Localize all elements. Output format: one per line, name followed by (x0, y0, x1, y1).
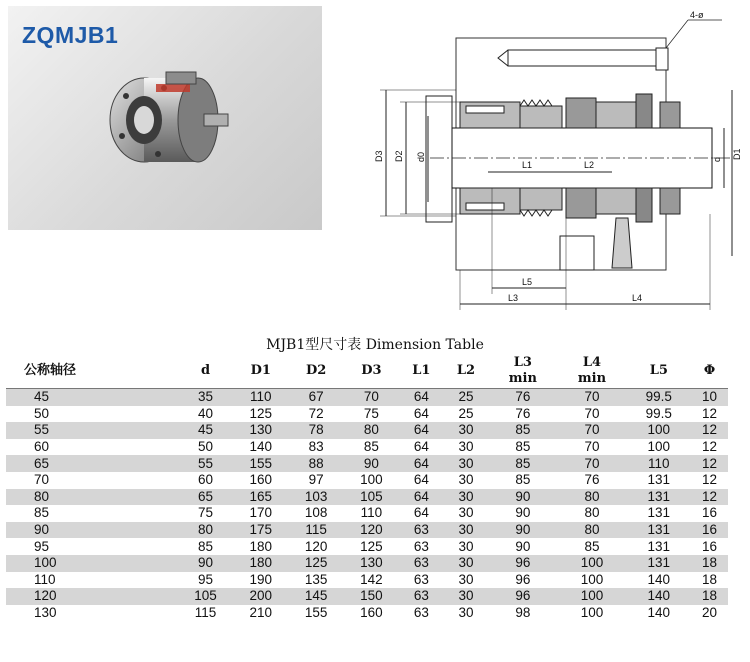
table-cell: 40 (178, 406, 233, 423)
table-cell: 72 (288, 406, 343, 423)
table-cell: 131 (627, 505, 692, 522)
label-L5: L5 (522, 277, 533, 287)
table-cell: 10 (691, 389, 728, 406)
table-cell: 85 (488, 455, 557, 472)
table-cell: 30 (444, 422, 489, 439)
table-cell: 115 (178, 605, 233, 622)
table-cell: 12 (691, 406, 728, 423)
table-cell: 60 (6, 439, 178, 456)
table-cell: 190 (233, 572, 288, 589)
table-cell: 90 (488, 538, 557, 555)
table-cell: 67 (288, 389, 343, 406)
table-cell: 64 (399, 505, 444, 522)
table-cell: 80 (557, 489, 626, 506)
label-D1: D1 (732, 148, 742, 160)
table-cell: 30 (444, 538, 489, 555)
table-cell: 70 (557, 406, 626, 423)
table-cell: 30 (444, 455, 489, 472)
header-cell: d (200, 363, 211, 378)
table-cell: 63 (399, 538, 444, 555)
table-cell: 70 (557, 439, 626, 456)
table-row (6, 472, 728, 489)
table-cell: 96 (488, 588, 557, 605)
table-cell: 110 (344, 505, 399, 522)
table-cell: 140 (233, 439, 288, 456)
table-cell: 175 (233, 522, 288, 539)
table-cell: 55 (6, 422, 178, 439)
table-cell: 180 (233, 538, 288, 555)
table-cell: 80 (344, 422, 399, 439)
header-cell: D3 (361, 363, 382, 378)
table-cell: 105 (178, 588, 233, 605)
table-cell: 30 (444, 555, 489, 572)
table-cell: 83 (288, 439, 343, 456)
table-cell: 18 (691, 588, 728, 605)
table-cell: 210 (233, 605, 288, 622)
table-cell: 30 (444, 472, 489, 489)
bottom-stand (612, 218, 632, 268)
table-cell: 64 (399, 455, 444, 472)
table-title: MJB1型尺寸表 Dimension Table (266, 337, 484, 353)
table-cell: 180 (233, 555, 288, 572)
table-cell: 99.5 (627, 406, 692, 423)
table-cell: 99.5 (627, 389, 692, 406)
label-D3: D3 (374, 150, 384, 162)
table-cell: 90 (344, 455, 399, 472)
label-L1: L1 (522, 160, 533, 170)
table-cell: 30 (444, 505, 489, 522)
table-cell: 100 (6, 555, 178, 572)
top-bolt (508, 50, 656, 66)
table-cell: 85 (488, 472, 557, 489)
table-cell: 85 (557, 538, 626, 555)
table-cell: 63 (399, 605, 444, 622)
header-cell: L1 (412, 363, 431, 378)
table-cell: 85 (488, 422, 557, 439)
table-cell: 100 (627, 422, 692, 439)
label-d: d (712, 156, 722, 162)
table-cell: 75 (344, 406, 399, 423)
header-cell: L4 min (577, 355, 607, 386)
table-cell: 150 (344, 588, 399, 605)
table-cell: 50 (178, 439, 233, 456)
header-cell: D2 (305, 363, 327, 378)
table-cell: 64 (399, 472, 444, 489)
table-cell: 76 (488, 406, 557, 423)
table-cell: 110 (6, 572, 178, 589)
table-cell: 12 (691, 489, 728, 506)
brand-title: ZQMJB1 (22, 22, 119, 48)
table-cell: 90 (6, 522, 178, 539)
table-row (6, 538, 728, 555)
table-cell: 115 (288, 522, 343, 539)
table-cell: 70 (557, 389, 626, 406)
table-cell: 85 (178, 538, 233, 555)
table-cell: 110 (233, 389, 288, 406)
table-cell: 140 (627, 588, 692, 605)
table-cell: 70 (557, 455, 626, 472)
table-cell: 76 (488, 389, 557, 406)
table-cell: 30 (444, 588, 489, 605)
label-L4: L4 (632, 293, 643, 303)
header-cell: L3 min (508, 355, 537, 386)
table-cell: 45 (178, 422, 233, 439)
table-cell: 63 (399, 522, 444, 539)
table-cell: 70 (344, 389, 399, 406)
table-cell: 76 (557, 472, 626, 489)
table-header-row (6, 354, 728, 389)
table-cell: 80 (557, 522, 626, 539)
table-cell: 80 (557, 505, 626, 522)
table-cell: 145 (288, 588, 343, 605)
table-cell: 125 (288, 555, 343, 572)
table-cell: 100 (557, 588, 626, 605)
table-cell: 140 (627, 572, 692, 589)
table-cell: 30 (444, 439, 489, 456)
table-cell: 120 (288, 538, 343, 555)
table-cell: 30 (444, 572, 489, 589)
table-row (6, 489, 728, 506)
table-cell: 125 (233, 406, 288, 423)
table-cell: 18 (691, 572, 728, 589)
table-cell: 80 (178, 522, 233, 539)
table-cell: 155 (233, 455, 288, 472)
table-cell: 155 (288, 605, 343, 622)
table-cell: 25 (444, 389, 489, 406)
table-cell: 63 (399, 572, 444, 589)
table-cell: 64 (399, 389, 444, 406)
table-cell: 55 (178, 455, 233, 472)
table-cell: 130 (6, 605, 178, 622)
table-cell: 50 (6, 406, 178, 423)
table-cell: 88 (288, 455, 343, 472)
table-cell: 65 (6, 455, 178, 472)
table-cell: 100 (344, 472, 399, 489)
header-cell: D1 (250, 363, 271, 378)
table-cell: 45 (6, 389, 178, 406)
table-cell: 12 (691, 422, 728, 439)
table-row (6, 455, 728, 472)
table-cell: 97 (288, 472, 343, 489)
table-cell: 80 (6, 489, 178, 506)
table-row (6, 389, 728, 406)
label-d0: d0 (416, 151, 426, 162)
table-cell: 131 (627, 522, 692, 539)
table-cell: 85 (488, 439, 557, 456)
table-cell: 12 (691, 472, 728, 489)
label-D2: D2 (394, 150, 404, 162)
table-cell: 30 (444, 605, 489, 622)
header-cell: Φ (703, 363, 716, 378)
table-cell: 16 (691, 538, 728, 555)
table-cell: 64 (399, 489, 444, 506)
table-cell: 120 (6, 588, 178, 605)
table-cell: 85 (6, 505, 178, 522)
header-cell: 公称轴径 (24, 363, 77, 378)
table-cell: 70 (557, 422, 626, 439)
table-cell: 110 (627, 455, 692, 472)
table-cell: 103 (288, 489, 343, 506)
table-cell: 78 (288, 422, 343, 439)
product-photo-panel (8, 6, 322, 230)
table-cell: 90 (488, 505, 557, 522)
table-cell: 131 (627, 555, 692, 572)
table-cell: 85 (344, 439, 399, 456)
table-cell: 200 (233, 588, 288, 605)
table-cell: 95 (6, 538, 178, 555)
table-cell: 63 (399, 555, 444, 572)
seal-product-image (96, 50, 236, 170)
table-cell: 170 (233, 505, 288, 522)
table-cell: 25 (444, 406, 489, 423)
table-cell: 64 (399, 406, 444, 423)
table-cell: 165 (233, 489, 288, 506)
dimension-table (6, 354, 728, 621)
left-flange-outline (426, 96, 452, 222)
table-cell: 130 (233, 422, 288, 439)
table-cell: 20 (691, 605, 728, 622)
label-L2: L2 (584, 160, 595, 170)
table-cell: 16 (691, 522, 728, 539)
table-cell: 131 (627, 538, 692, 555)
table-row (6, 605, 728, 622)
table-cell: 135 (288, 572, 343, 589)
table-cell: 30 (444, 522, 489, 539)
table-row (6, 572, 728, 589)
table-cell: 125 (344, 538, 399, 555)
table-cell: 131 (627, 489, 692, 506)
table-row (6, 588, 728, 605)
bottom-block (560, 236, 594, 270)
table-cell: 96 (488, 572, 557, 589)
table-cell: 100 (557, 572, 626, 589)
table-cell: 65 (178, 489, 233, 506)
table-cell: 140 (627, 605, 692, 622)
table-body (6, 389, 728, 622)
table-cell: 105 (344, 489, 399, 506)
table-cell: 16 (691, 505, 728, 522)
table-row (6, 406, 728, 423)
table-cell: 12 (691, 439, 728, 456)
table-cell: 30 (444, 489, 489, 506)
table-cell: 12 (691, 455, 728, 472)
table-cell: 63 (399, 588, 444, 605)
table-cell: 95 (178, 572, 233, 589)
label-L3: L3 (508, 293, 519, 303)
table-cell: 90 (488, 522, 557, 539)
table-cell: 70 (6, 472, 178, 489)
table-cell: 64 (399, 422, 444, 439)
header-cell: L5 (649, 363, 668, 378)
table-cell: 142 (344, 572, 399, 589)
table-cell: 100 (627, 439, 692, 456)
table-row (6, 439, 728, 456)
table-cell: 100 (557, 605, 626, 622)
table-cell: 100 (557, 555, 626, 572)
table-cell: 64 (399, 439, 444, 456)
table-cell: 18 (691, 555, 728, 572)
table-cell: 98 (488, 605, 557, 622)
table-row (6, 505, 728, 522)
table-cell: 108 (288, 505, 343, 522)
table-cell: 90 (488, 489, 557, 506)
label-4phi: 4-ø (690, 10, 704, 20)
table-cell: 130 (344, 555, 399, 572)
table-cell: 60 (178, 472, 233, 489)
table-cell: 35 (178, 389, 233, 406)
table-cell: 96 (488, 555, 557, 572)
cross-section-drawing (370, 6, 742, 318)
table-cell: 160 (233, 472, 288, 489)
table-row (6, 555, 728, 572)
table-row (6, 422, 728, 439)
table-cell: 75 (178, 505, 233, 522)
table-cell: 131 (627, 472, 692, 489)
table-cell: 90 (178, 555, 233, 572)
header-cell: L2 (456, 363, 476, 378)
table-row (6, 522, 728, 539)
table-cell: 160 (344, 605, 399, 622)
table-cell: 120 (344, 522, 399, 539)
